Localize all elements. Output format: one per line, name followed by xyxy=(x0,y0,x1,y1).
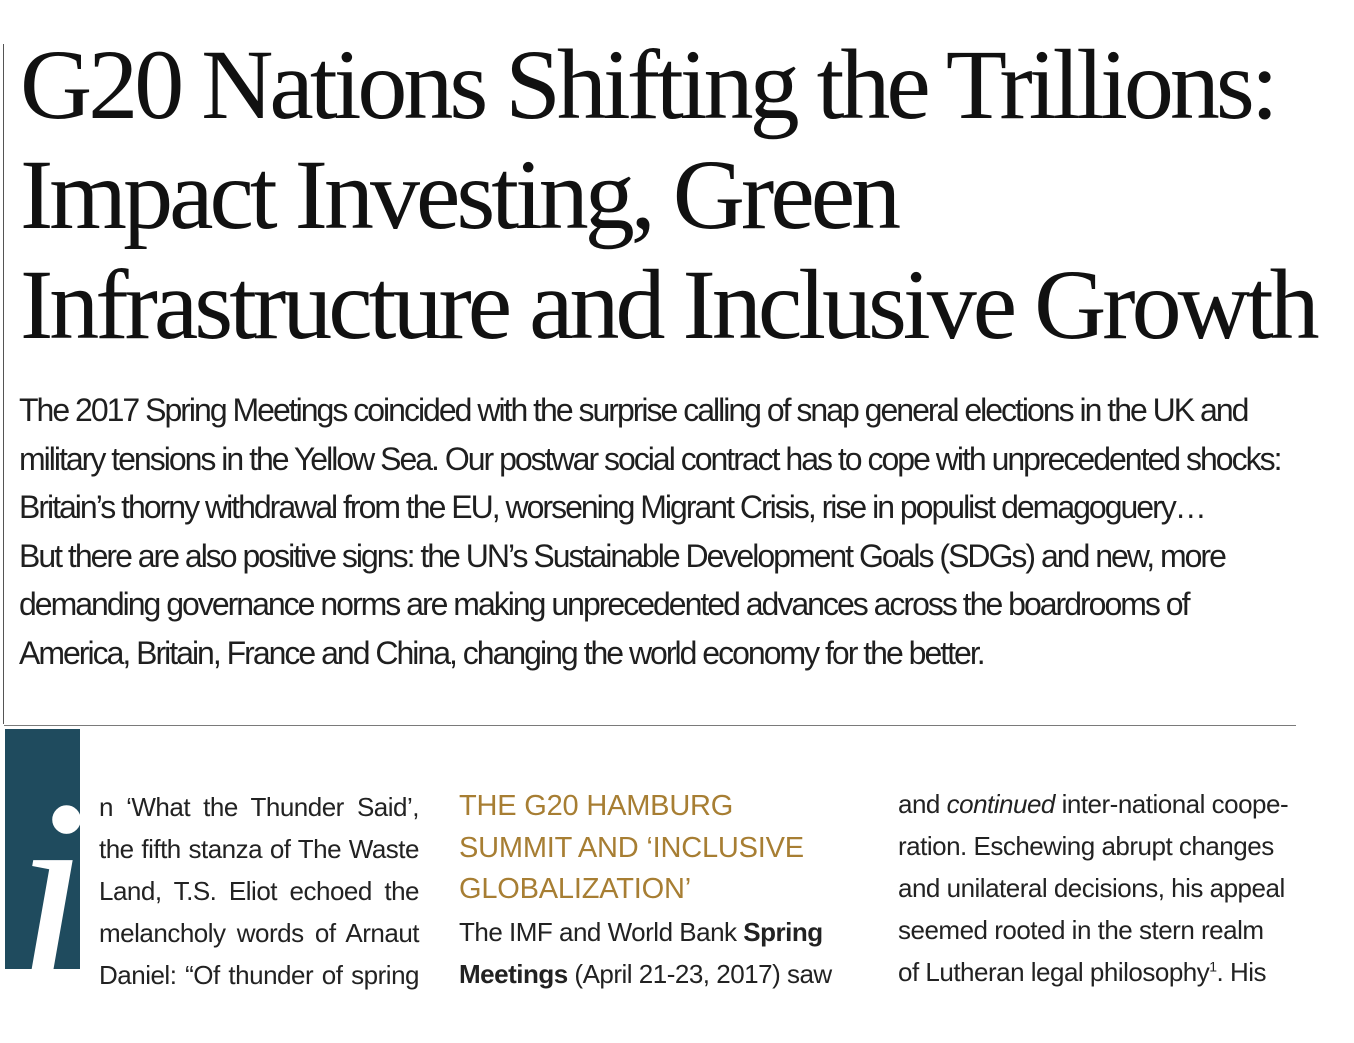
column-line: Land, T.S. Eliot echoed the xyxy=(99,876,419,906)
footnote-marker[interactable]: 1 xyxy=(1209,958,1217,975)
article-lede xyxy=(19,386,1319,677)
article-headline xyxy=(20,30,1340,360)
italic-term: continued xyxy=(946,789,1055,819)
column-line: melancholy words of Arnaut xyxy=(99,918,419,948)
section-heading-line: GLOBALIZATION’ xyxy=(459,873,691,905)
drop-cap xyxy=(5,729,90,1043)
body-column-1 xyxy=(99,786,419,996)
body-text: and xyxy=(898,789,947,819)
lede-line: America, Britain, France and China, changing the world economy for the better. xyxy=(19,634,984,671)
body-text: of Lutheran legal philosophy xyxy=(898,957,1210,987)
lede-line: demanding governance norms are making unprecedented advances across the boardrooms of xyxy=(19,586,1189,622)
body-column-2 xyxy=(459,786,832,995)
body-column-3 xyxy=(898,783,1289,993)
body-text: inter-national coope- xyxy=(1054,789,1289,819)
section-divider xyxy=(4,725,1296,726)
lede-line: Britain’s thorny withdrawal from the EU, worsening Migrant Crisis, rise in populist demagoguery… xyxy=(19,489,1205,525)
bold-term: Meetings xyxy=(459,958,568,989)
body-text: . His xyxy=(1216,957,1267,987)
column-line: seemed rooted in the stern realm xyxy=(898,915,1264,945)
column-line: Daniel: “Of thunder of spring xyxy=(99,960,419,990)
headline-line: Infrastructure and Inclusive Growth xyxy=(20,249,1316,360)
body-text: The IMF and World Bank xyxy=(459,916,744,947)
headline-line: Impact Investing, Green xyxy=(20,139,898,250)
column-line xyxy=(898,783,1289,825)
section-body xyxy=(459,911,832,995)
drop-cap-letter: i xyxy=(14,744,90,1043)
section-heading-line: SUMMIT AND ‘INCLUSIVE xyxy=(459,831,804,864)
column-line: n ‘What the Thunder Said’, xyxy=(99,792,419,822)
column-line xyxy=(459,911,823,953)
lede-line: military tensions in the Yellow Sea. Our postwar social contract has to cope with unprecedented shocks: xyxy=(19,440,1281,477)
column-line: ration. Eschewing abrupt changes xyxy=(898,831,1274,861)
body-text: (April 21-23, 2017) saw xyxy=(567,958,832,989)
column-line xyxy=(898,951,1267,993)
column-line: and unilateral decisions, his appeal xyxy=(898,873,1285,903)
column-line xyxy=(459,953,832,995)
section-heading-line: THE G20 HAMBURG xyxy=(459,790,734,822)
lede-line: But there are also positive signs: the UN’s Sustainable Development Goals (SDGs) and new, more xyxy=(19,537,1225,574)
lede-line: The 2017 Spring Meetings coincided with the surprise calling of snap general elections in the UK and xyxy=(19,392,1248,428)
left-margin-rule xyxy=(3,44,4,724)
bold-term: Spring xyxy=(743,916,823,947)
headline-line: G20 Nations Shifting the Trillions: xyxy=(20,29,1275,140)
column-line: the fifth stanza of The Waste xyxy=(99,834,419,864)
section-heading xyxy=(459,786,804,911)
